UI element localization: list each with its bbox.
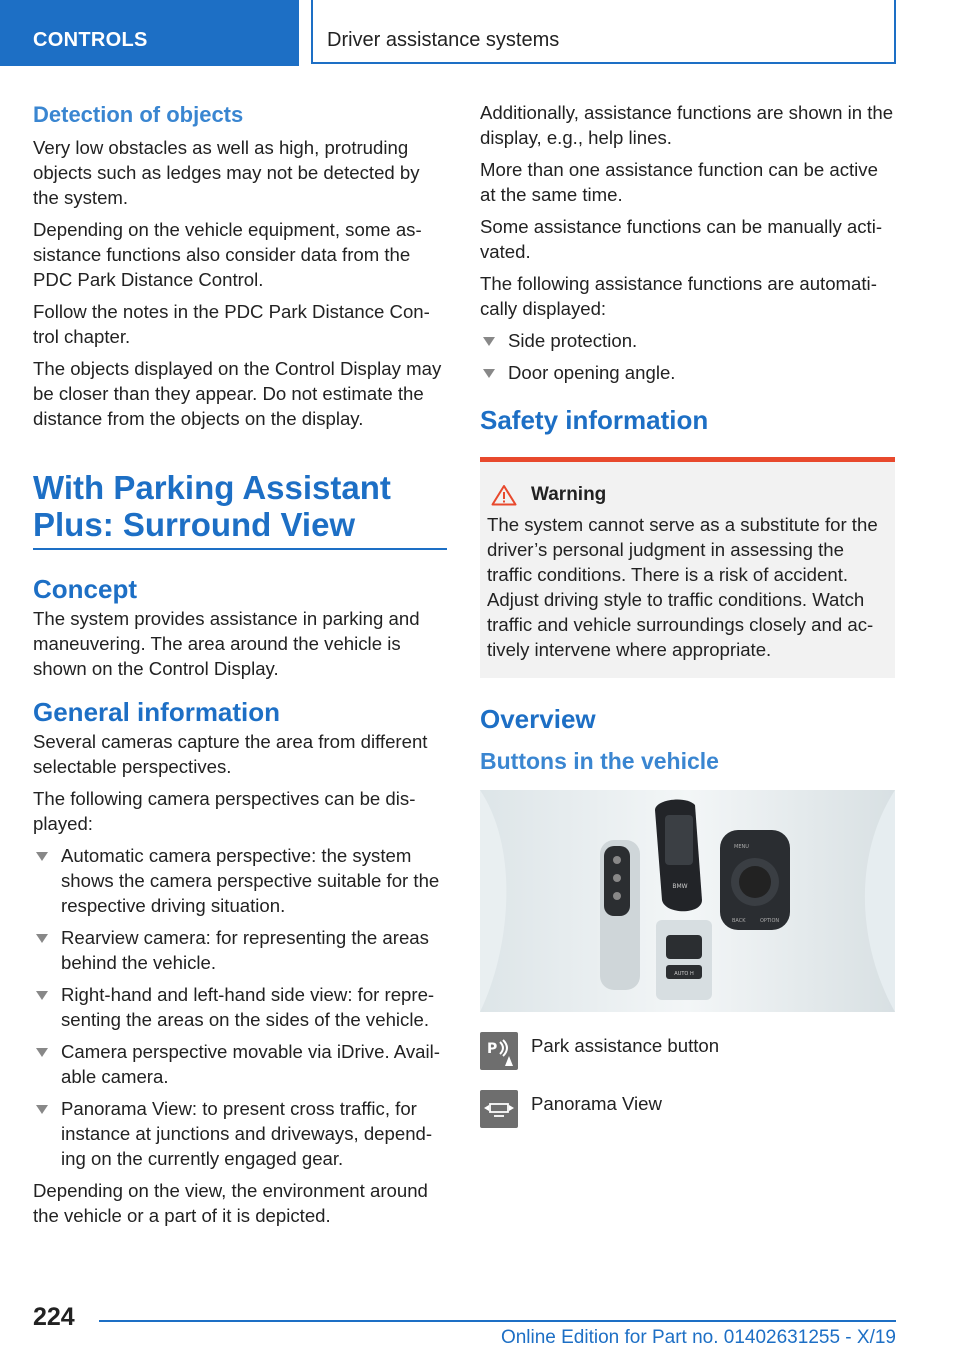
warning-triangle-icon [491, 484, 517, 506]
edition-text: Online Edition for Part no. 01402631255 - X/19 [500, 1327, 896, 1348]
page-number: 224 [33, 1303, 75, 1331]
concept-heading: Concept [33, 574, 137, 604]
section-title: CONTROLS [33, 29, 148, 51]
detection-heading: Detection of objects [33, 102, 244, 127]
footer-edition [99, 1320, 896, 1349]
photo-lettering: MENU [734, 844, 749, 850]
svg-text:P: P [487, 1041, 498, 1057]
warning-label: Warning [531, 484, 607, 505]
paragraph: Very low obstacles as well as high, protruding objects such as ledges may not be detected by the system. [33, 137, 420, 208]
camera-perspective-list [33, 843, 447, 1171]
photo-lettering: AUTO H [674, 971, 694, 977]
chapter-title: Driver assistance systems [327, 29, 560, 51]
left-column [33, 100, 447, 1235]
legend-park-assist [480, 1032, 895, 1070]
list-item: Door opening angle. [480, 360, 895, 385]
list-item: Side protection. [480, 328, 895, 353]
paragraph: The objects displayed on the Control Display may be closer than they appear. Do not estimate the distance from the objects on the display. [33, 358, 442, 429]
paragraph: Additionally, assistance functions are shown in the display, e.g., help lines. [480, 102, 894, 148]
list-item: Panorama View: to present cross traffic, for instance at junctions and driveways, depending on the currently engaged gear. [33, 1096, 447, 1171]
warning-text: The system cannot serve as a substitute for the driver’s personal judgment in assessing the traffic conditions. There is a risk of accident. Adjust driving style to traffic conditions. Watch traffic and vehicle surroundings closely and actively intervene where appropriate. [487, 514, 878, 660]
park-assist-icon [480, 1032, 518, 1070]
paragraph: More than one assistance function can be active at the same time. [480, 159, 878, 205]
panorama-view-label: Panorama View [531, 1093, 662, 1114]
overview-heading: Overview [480, 704, 596, 734]
park-assist-label: Park assistance button [531, 1035, 720, 1056]
photo-lettering: BACK [732, 918, 746, 924]
chapter-header [311, 0, 896, 64]
legend-panorama-view [480, 1090, 895, 1128]
list-item: Automatic camera perspective: the system shows the camera perspective suitable for the respective driving situation. [33, 843, 447, 918]
list-item: Camera perspective movable via iDrive. Available camera. [33, 1039, 447, 1089]
paragraph: Depending on the view, the environment around the vehicle or a part of it is depicted. [33, 1180, 428, 1226]
paragraph: The system provides assistance in parking and maneuvering. The area around the vehicle is shown on the Control Display. [33, 608, 420, 679]
right-column [480, 100, 895, 1128]
safety-heading: Safety information [480, 405, 709, 435]
paragraph: Some assistance functions can be manually activated. [480, 216, 883, 262]
paragraph: Depending on the vehicle equipment, some assistance functions also consider data from the PDC Park Distance Control. [33, 219, 422, 290]
paragraph: Several cameras capture the area from different selectable perspectives. [33, 731, 428, 777]
warning-header [487, 484, 888, 506]
general-info-heading: General information [33, 697, 281, 727]
paragraph: Follow the notes in the PDC Park Distance Control chapter. [33, 301, 430, 347]
section-tab [0, 0, 299, 66]
paragraph: The following camera perspectives can be displayed: [33, 788, 416, 834]
buttons-subheading: Buttons in the vehicle [480, 748, 719, 774]
auto-function-list [480, 328, 895, 385]
list-item: Rearview camera: for representing the areas behind the vehicle. [33, 925, 447, 975]
main-section-title: With Parking Assistant Plus: Surround View [33, 469, 447, 550]
panorama-view-icon [480, 1090, 518, 1128]
center-console-photo [480, 790, 895, 1012]
paragraph: The following assistance functions are automatically displayed: [480, 273, 877, 319]
photo-lettering: BMW [672, 883, 688, 890]
photo-lettering: OPTION [760, 918, 780, 924]
warning-box [480, 457, 895, 678]
list-item: Right-hand and left-hand side view: for representing the areas on the sides of the vehicle. [33, 982, 447, 1032]
